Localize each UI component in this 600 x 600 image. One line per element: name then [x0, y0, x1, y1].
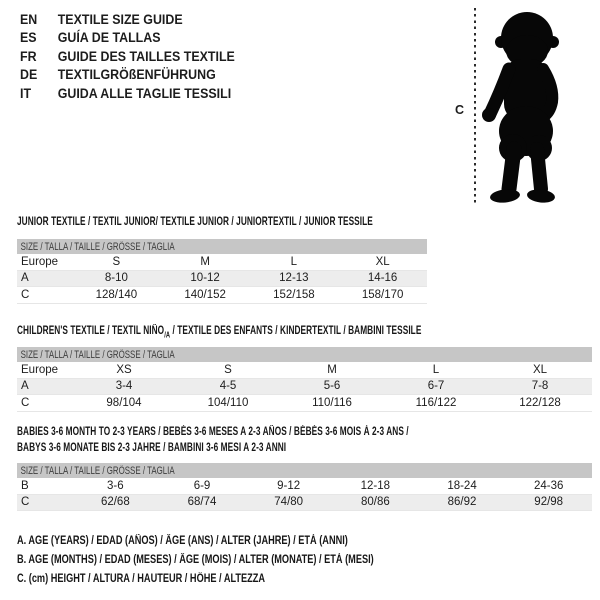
row-label: Europe — [21, 363, 59, 376]
junior-size-table — [17, 239, 427, 304]
row-label: C — [21, 496, 30, 509]
list-item — [20, 47, 235, 66]
table-cell: 98/104 — [106, 396, 142, 409]
row-label: Europe — [21, 255, 59, 268]
table-row — [17, 362, 592, 379]
height-measure-label: C — [455, 103, 465, 117]
table-cell: 122/128 — [519, 396, 561, 409]
table-cell: 62/68 — [100, 496, 130, 509]
table-cell: 3-6 — [107, 479, 124, 492]
babies-section-title — [17, 425, 409, 456]
size-header-label: SIZE / TALLA / TAILLE / GRÖSSE / TAGLIA — [20, 240, 175, 253]
row-label: C — [21, 288, 30, 301]
guide-title: GUÍA DE TALLAS — [57, 30, 161, 46]
note-age-years: A. AGE (YEARS) / EDAD (AÑOS) / ÂGE (ANS) / ALTER (JAHRE) / ETÀ (ANNI) — [17, 535, 348, 547]
table-cell: 104/110 — [207, 396, 249, 409]
table-row — [17, 254, 427, 271]
children-title-subscript: /A — [164, 330, 171, 340]
size-header-bar — [17, 463, 592, 478]
legend-notes — [17, 532, 463, 589]
table-row — [17, 379, 592, 396]
table-cell: 12-13 — [279, 272, 309, 285]
babies-size-table — [17, 463, 592, 511]
table-cell: 68/74 — [187, 496, 217, 509]
guide-title: TEXTILE SIZE GUIDE — [57, 11, 183, 27]
size-header-label: SIZE / TALLA / TAILLE / GRÖSSE / TAGLIA — [20, 464, 175, 477]
table-cell: 5-6 — [323, 380, 341, 393]
table-cell: 92/98 — [534, 496, 564, 509]
size-header-bar — [17, 239, 427, 254]
guide-title: GUIDE DES TAILLES TEXTILE — [57, 48, 235, 64]
table-cell: 6-7 — [427, 380, 445, 393]
table-cell: 14-16 — [367, 272, 398, 285]
table-cell: 158/170 — [361, 288, 404, 301]
table-row — [17, 271, 427, 288]
table-cell: L — [432, 363, 440, 376]
language-code: ES — [20, 30, 37, 46]
table-cell: 86/92 — [447, 496, 477, 509]
row-label: A — [21, 272, 29, 285]
table-cell: M — [327, 363, 337, 376]
table-row — [17, 395, 592, 412]
table-cell: 12-18 — [360, 479, 391, 492]
table-cell: 18-24 — [447, 479, 477, 492]
table-cell: XL — [375, 255, 390, 268]
size-header-bar — [17, 347, 592, 362]
table-row — [17, 478, 592, 495]
table-row — [17, 287, 427, 304]
babies-title-line2: BABYS 3-6 MONATE BIS 2-3 JAHRE / BAMBINI 3-6 MESI A 2-3 ANNI — [17, 441, 287, 454]
table-cell: 140/152 — [184, 288, 226, 301]
guide-title: TEXTILGRÖßENFÜHRUNG — [57, 67, 216, 83]
note-height-cm: C. (cm) HEIGHT / ALTURA / HAUTEUR / HÖHE / ALTEZZA — [17, 573, 266, 585]
table-cell: S — [224, 363, 232, 376]
children-title-prefix: CHILDREN'S TEXTILE / TEXTIL NIÑO — [17, 325, 165, 337]
babies-title-line1: BABIES 3-6 MONTH TO 2-3 YEARS / BEBÉS 3-6 MESES A 2-3 AÑOS / BÉBÉS 3-6 MOIS À 2-3 ANS / — [17, 426, 409, 438]
list-item — [20, 84, 235, 103]
guide-title: GUIDA ALLE TAGLIE TESSILI — [57, 85, 232, 101]
height-dotted-line — [474, 8, 476, 206]
table-cell: 128/140 — [95, 288, 138, 301]
table-cell: 6-9 — [193, 479, 211, 492]
table-row — [17, 495, 592, 512]
language-code: FR — [20, 48, 37, 64]
language-code: DE — [20, 67, 38, 83]
table-cell: 7-8 — [531, 380, 549, 393]
table-cell: 9-12 — [277, 479, 301, 492]
table-cell: 74/80 — [274, 496, 304, 509]
table-cell: XL — [532, 363, 548, 376]
row-label: A — [21, 380, 29, 393]
table-cell: 110/116 — [312, 396, 352, 409]
table-cell: L — [290, 255, 298, 268]
row-label: B — [21, 479, 29, 492]
table-cell: 152/158 — [273, 288, 315, 301]
list-item — [20, 10, 235, 29]
baby-silhouette-icon — [481, 9, 569, 206]
list-item — [20, 29, 235, 48]
table-cell: XS — [116, 363, 132, 376]
language-title-list — [20, 10, 235, 103]
language-code: EN — [20, 11, 38, 27]
size-header-label: SIZE / TALLA / TAILLE / GRÖSSE / TAGLIA — [20, 348, 175, 361]
children-section-title — [17, 325, 421, 339]
table-cell: S — [112, 255, 121, 268]
table-cell: 116/122 — [415, 396, 457, 409]
note-age-months: B. AGE (MONTHS) / EDAD (MESES) / ÂGE (MOIS) / ALTER (MONATE) / ETÀ (MESI) — [17, 554, 374, 566]
table-cell: 8-10 — [104, 272, 128, 285]
table-cell: 4-5 — [219, 380, 237, 393]
row-label: C — [21, 396, 30, 409]
table-cell: 3-4 — [115, 380, 133, 393]
table-cell: M — [200, 255, 210, 268]
junior-section-title: JUNIOR TEXTILE / TEXTIL JUNIOR/ TEXTILE JUNIOR / JUNIORTEXTIL / JUNIOR TESSILE — [17, 216, 373, 228]
children-size-table — [17, 347, 592, 412]
table-cell: 10-12 — [190, 272, 220, 285]
table-cell: 80/86 — [360, 496, 390, 509]
list-item — [20, 66, 235, 85]
children-title-suffix: / TEXTILE DES ENFANTS / KINDERTEXTIL / BAMBINI TESSILE — [170, 325, 422, 337]
language-code: IT — [20, 85, 32, 101]
table-cell: 24-36 — [533, 479, 564, 492]
